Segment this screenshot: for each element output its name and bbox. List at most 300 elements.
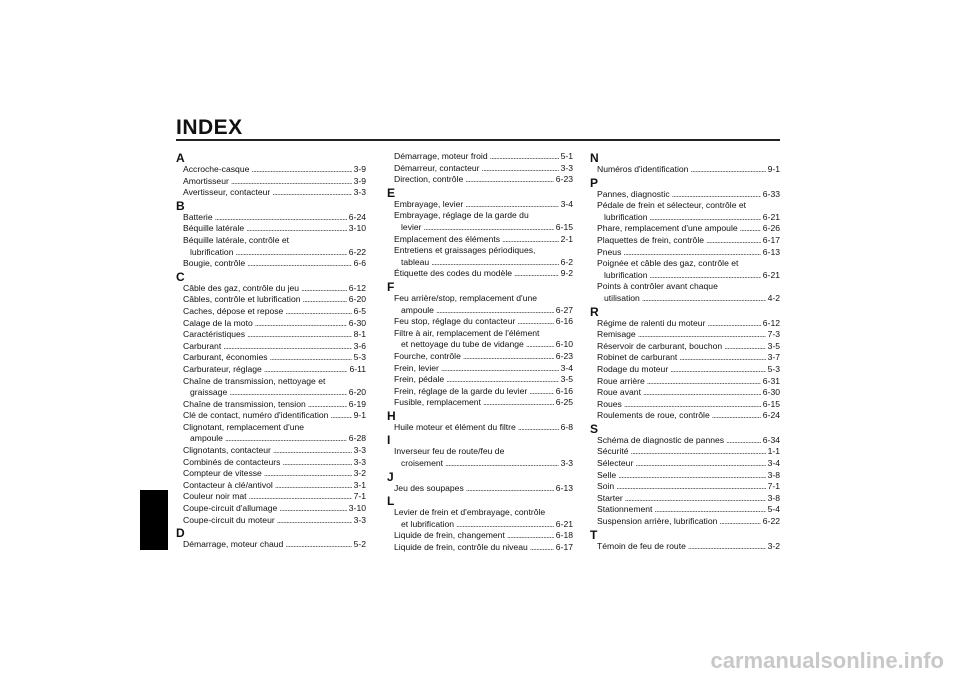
index-letter-heading: T — [590, 527, 598, 542]
leader-dots — [215, 212, 347, 224]
index-entry-page: 6-16 — [555, 385, 573, 396]
index-entry-label: Feu stop, réglage du contacteur — [394, 316, 516, 327]
index-entry-label: Numéros d'identification — [597, 164, 689, 174]
leader-dots — [446, 374, 558, 386]
index-entry-heading: Chaîne de transmission, nettoyage et — [183, 375, 326, 386]
index-entry-page: 3-3 — [353, 456, 366, 467]
index-entry-page: 3-5 — [560, 374, 573, 385]
index-entry — [387, 519, 573, 531]
index-entry — [590, 410, 780, 422]
index-entry-page: 5-2 — [353, 539, 366, 550]
index-entry — [176, 491, 366, 503]
index-entry — [176, 294, 366, 306]
index-entry-label: Roue arrière — [597, 375, 645, 386]
index-entry — [590, 399, 780, 411]
leader-dots — [670, 364, 765, 376]
index-entry — [387, 339, 573, 351]
page-title: INDEX — [176, 116, 243, 139]
index-entry-page: 3-4 — [560, 362, 573, 373]
index-entry — [590, 189, 780, 201]
index-entry-page: 6-10 — [555, 339, 573, 350]
index-entry-label: Frein, réglage de la garde du levier — [394, 385, 528, 396]
index-entry-heading: Béquille latérale, contrôle et — [183, 234, 290, 245]
index-entry-page: 6-8 — [560, 421, 573, 432]
index-entry-heading: Entretiens et graissages périodiques, — [394, 245, 536, 256]
index-entry-label: Démarrage, moteur froid — [394, 151, 488, 161]
index-entry-label: tableau — [401, 256, 430, 267]
index-entry-page: 6-12 — [348, 282, 366, 293]
index-letter-heading: H — [387, 408, 396, 423]
index-entry-label: Caractéristiques — [183, 329, 246, 340]
index-entry-heading: Filtre à air, remplacement de l'élément — [394, 327, 540, 338]
index-letter-heading: S — [590, 421, 599, 436]
index-entry-label: Fourche, contrôle — [394, 350, 461, 361]
leader-dots — [301, 283, 347, 295]
index-entry — [387, 316, 573, 328]
index-entry — [176, 387, 366, 399]
index-entry — [590, 541, 780, 553]
index-entry-label: Huile moteur et élément du filtre — [394, 421, 516, 432]
index-entry — [176, 410, 366, 422]
index-entry-label: Remisage — [597, 329, 636, 340]
index-entry — [590, 364, 780, 376]
index-entry — [590, 235, 780, 247]
index-entry-page: 5-4 — [767, 504, 780, 515]
index-letter-heading: A — [176, 151, 185, 165]
index-entry-label: lubrification — [190, 246, 234, 257]
index-entry — [176, 223, 366, 235]
leader-dots — [285, 539, 351, 551]
index-entry-page: 3-9 — [353, 164, 366, 174]
leader-dots — [624, 399, 761, 411]
index-entry-label: Étiquette des codes du modèle — [394, 268, 513, 279]
index-entry-label: Frein, pédale — [394, 374, 445, 385]
index-entry-label: Fusible, remplacement — [394, 397, 481, 408]
leader-dots — [618, 470, 765, 482]
index-entry — [387, 483, 573, 495]
index-entry-heading: Poignée et câble des gaz, contrôle et — [597, 258, 739, 269]
leader-dots — [264, 468, 352, 480]
leader-dots — [623, 247, 760, 259]
index-entry-page: 7-1 — [353, 491, 366, 502]
leader-dots — [490, 151, 559, 163]
index-letter-heading: E — [387, 185, 396, 200]
leader-dots — [247, 258, 351, 270]
index-entry-page: 6-13 — [555, 482, 573, 493]
leader-dots — [441, 363, 559, 375]
leader-dots — [649, 212, 760, 224]
index-entry-label: Soin — [597, 481, 615, 492]
index-entry-label: Roulements de roue, contrôle — [597, 410, 710, 421]
index-entry — [176, 164, 366, 176]
index-entry-page: 3-3 — [560, 458, 573, 469]
index-entry-label: Câble des gaz, contrôle du jeu — [183, 282, 300, 293]
leader-dots — [530, 542, 554, 554]
index-entry-page: 9-1 — [767, 164, 780, 174]
index-entry — [387, 542, 573, 554]
index-entry-label: Calage de la moto — [183, 317, 253, 328]
index-entry-label: Phare, remplacement d'une ampoule — [597, 223, 738, 234]
index-entry-page: 6-28 — [348, 433, 366, 444]
index-entry-page: 6-19 — [348, 398, 366, 409]
leader-dots — [706, 235, 761, 247]
index-letter-heading: N — [590, 151, 599, 165]
index-entry — [176, 247, 366, 259]
leader-dots — [251, 164, 351, 176]
index-entry-page: 7-1 — [767, 481, 780, 492]
index-entry-label: Accroche-casque — [183, 164, 250, 174]
leader-dots — [272, 187, 351, 199]
index-entry-label: graissage — [190, 387, 228, 398]
index-letter-heading: L — [387, 494, 395, 509]
index-entry-label: Contacteur à clé/antivol — [183, 479, 273, 490]
index-entry-label: Rodage du moteur — [597, 363, 669, 374]
index-entry — [387, 163, 573, 175]
leader-dots — [330, 410, 351, 422]
index-entry-label: Liquide de frein, changement — [394, 530, 505, 541]
index-entry — [590, 458, 780, 470]
index-entry-page: 6-23 — [555, 350, 573, 361]
leader-dots — [279, 503, 346, 515]
index-entry — [387, 386, 573, 398]
index-entry — [176, 187, 366, 199]
leader-dots — [482, 163, 559, 175]
index-entry-label: Emplacement des éléments — [394, 233, 501, 244]
leader-dots — [255, 318, 347, 330]
index-entry-page: 6-21 — [555, 518, 573, 529]
index-entry — [590, 212, 780, 224]
index-entry — [590, 446, 780, 458]
leader-dots — [631, 446, 766, 458]
index-entry-label: Robinet de carburant — [597, 352, 678, 363]
index-entry-label: ampoule — [401, 304, 434, 315]
index-entry-page: 7-3 — [767, 329, 780, 340]
index-entry-page: 3-10 — [348, 223, 366, 234]
index-entry-page: 6-24 — [762, 410, 780, 421]
index-entry-heading: Embrayage, réglage de la garde du — [394, 210, 529, 221]
leader-dots — [223, 341, 351, 353]
index-entry — [176, 176, 366, 188]
index-entry-page: 6-24 — [348, 211, 366, 222]
index-entry — [590, 376, 780, 388]
leader-dots — [424, 222, 554, 234]
index-entry-page: 6-20 — [348, 387, 366, 398]
leader-dots — [529, 386, 554, 398]
index-entry — [176, 539, 366, 551]
leader-dots — [649, 270, 760, 282]
index-entry-page: 3-1 — [353, 479, 366, 490]
index-entry-label: Chaîne de transmission, tension — [183, 398, 306, 409]
index-entry-page: 6-18 — [555, 530, 573, 541]
index-entry — [176, 318, 366, 330]
index-entry — [590, 341, 780, 353]
index-entry-label: Coupe-circuit d'allumage — [183, 503, 278, 514]
index-entry — [590, 352, 780, 364]
index-entry — [387, 305, 573, 317]
index-entry-label: Clé de contact, numéro d'identification — [183, 410, 329, 421]
index-entry-heading: Feu arrière/stop, remplacement d'une — [394, 292, 538, 303]
index-entry-page: 6-23 — [555, 174, 573, 185]
leader-dots — [231, 176, 352, 188]
index-entry-label: Régime de ralenti du moteur — [597, 317, 706, 328]
index-entry-label: Réservoir de carburant, bouchon — [597, 340, 723, 351]
watermark: carmanualsonline.info — [710, 648, 944, 673]
index-entry-page: 6-17 — [555, 542, 573, 553]
index-entry-page: 3-3 — [353, 514, 366, 525]
leader-dots — [707, 318, 760, 330]
index-entry-label: Batterie — [183, 211, 213, 222]
index-entry-label: et lubrification — [401, 518, 455, 529]
index-entry-label: Démarrage, moteur chaud — [183, 539, 284, 550]
index-entry — [387, 397, 573, 409]
leader-dots — [285, 306, 351, 318]
leader-dots — [502, 234, 559, 246]
leader-dots — [277, 515, 352, 527]
index-entry-label: Roue avant — [597, 387, 641, 398]
index-entry-page: 3-3 — [353, 445, 366, 456]
index-entry-page: 3-8 — [767, 469, 780, 480]
index-entry-heading: Levier de frein et d'embrayage, contrôle — [394, 507, 546, 518]
leader-dots — [270, 352, 352, 364]
index-entry — [590, 318, 780, 330]
index-entry-page: 3-3 — [560, 162, 573, 173]
index-entry-page: 3-10 — [348, 503, 366, 514]
index-entry-label: Jeu des soupapes — [394, 482, 464, 493]
index-letter-heading: J — [387, 469, 394, 484]
index-entry-label: Sécurité — [597, 446, 629, 457]
index-entry-label: Selle — [597, 469, 617, 480]
index-entry-page: 3-3 — [353, 187, 366, 198]
section-tab-marker — [140, 490, 168, 550]
index-entry — [176, 329, 366, 341]
index-entry-page: 3-8 — [767, 492, 780, 503]
index-entry-label: Stationnement — [597, 504, 653, 515]
index-column-2 — [387, 151, 573, 554]
index-entry-label: Câbles, contrôle et lubrification — [183, 294, 301, 305]
index-entry-label: Compteur de vitesse — [183, 468, 262, 479]
index-entry-page: 6-15 — [555, 221, 573, 232]
leader-dots — [688, 541, 766, 553]
index-letter-heading: D — [176, 526, 185, 541]
leader-dots — [264, 364, 348, 376]
index-column-1 — [176, 151, 366, 551]
index-entry-page: 3-4 — [767, 458, 780, 469]
index-entry-page: 6-15 — [762, 398, 780, 409]
index-entry-page: 6-26 — [762, 223, 780, 234]
leader-dots — [647, 376, 761, 388]
index-entry-page: 6-17 — [762, 234, 780, 245]
index-entry-page: 6-16 — [555, 316, 573, 327]
index-entry-label: Carburant — [183, 340, 222, 351]
index-entry-page: 3-6 — [353, 340, 366, 351]
leader-dots — [463, 351, 554, 363]
index-entry-label: Carburant, économies — [183, 352, 268, 363]
index-entry — [176, 364, 366, 376]
index-entry — [176, 445, 366, 457]
index-entry-label: Couleur noir mat — [183, 491, 247, 502]
index-entry-page: 3-4 — [560, 198, 573, 209]
index-entry — [387, 222, 573, 234]
leader-dots — [465, 199, 558, 211]
index-entry-label: levier — [401, 221, 422, 232]
index-entry-page: 6-27 — [555, 304, 573, 315]
index-entry-label: Combinés de contacteurs — [183, 456, 281, 467]
leader-dots — [273, 445, 352, 457]
index-entry-label: Frein, levier — [394, 362, 439, 373]
index-entry-label: Béquille latérale — [183, 223, 245, 234]
index-entry-label: croisement — [401, 458, 444, 469]
leader-dots — [483, 397, 554, 409]
index-entry-label: Témoin de feu de route — [597, 540, 686, 551]
index-entry — [387, 458, 573, 470]
index-entry-page: 6-22 — [348, 246, 366, 257]
leader-dots — [654, 504, 765, 516]
index-entry-label: utilisation — [604, 292, 640, 303]
index-entry — [176, 306, 366, 318]
index-entry-label: Plaquettes de frein, contrôle — [597, 234, 705, 245]
index-entry-label: lubrification — [604, 211, 648, 222]
index-entry — [387, 422, 573, 434]
index-entry-label: Suspension arrière, lubrification — [597, 516, 718, 527]
index-entry-label: Bougie, contrôle — [183, 258, 246, 269]
index-entry — [176, 457, 366, 469]
index-entry-label: Coupe-circuit du moteur — [183, 514, 275, 525]
leader-dots — [672, 189, 761, 201]
index-entry — [176, 341, 366, 353]
index-entry-page: 6-13 — [762, 246, 780, 257]
leader-dots — [507, 530, 554, 542]
index-entry — [590, 470, 780, 482]
index-entry — [590, 435, 780, 447]
index-entry-page: 4-2 — [767, 292, 780, 303]
index-entry — [387, 234, 573, 246]
index-entry-page: 5-3 — [767, 363, 780, 374]
leader-dots — [616, 481, 765, 493]
leader-dots — [431, 257, 558, 269]
index-entry — [387, 268, 573, 280]
index-entry-page: 2-1 — [560, 233, 573, 244]
index-letter-heading: B — [176, 198, 185, 213]
index-entry — [176, 515, 366, 527]
index-entry-page: 3-2 — [353, 468, 366, 479]
index-entry — [590, 481, 780, 493]
leader-dots — [719, 516, 760, 528]
index-entry — [387, 374, 573, 386]
index-entry-page: 6-33 — [762, 188, 780, 199]
index-entry — [176, 433, 366, 445]
index-entry-page: 3-7 — [767, 352, 780, 363]
leader-dots — [456, 519, 554, 531]
index-entry-page: 8-1 — [353, 329, 366, 340]
leader-dots — [466, 483, 554, 495]
leader-dots — [249, 491, 352, 503]
leader-dots — [642, 293, 766, 305]
leader-dots — [740, 223, 761, 235]
index-entry-page: 5-1 — [560, 151, 573, 161]
leader-dots — [625, 493, 766, 505]
leader-dots — [247, 329, 351, 341]
index-entry — [387, 530, 573, 542]
index-entry-label: et nettoyage du tube de vidange — [401, 339, 524, 350]
index-entry — [590, 504, 780, 516]
index-entry-page: 3-9 — [353, 175, 366, 186]
index-entry-page: 5-3 — [353, 352, 366, 363]
index-entry — [590, 516, 780, 528]
index-entry-label: Carburateur, réglage — [183, 363, 262, 374]
leader-dots — [643, 387, 761, 399]
index-entry-label: Pannes, diagnostic — [597, 188, 670, 199]
index-letter-heading: F — [387, 279, 395, 294]
index-entry-page: 6-12 — [762, 317, 780, 328]
index-entry-page: 6-31 — [762, 375, 780, 386]
leader-dots — [303, 294, 347, 306]
index-entry-page: 9-2 — [560, 268, 573, 279]
index-entry-label: lubrification — [604, 269, 648, 280]
index-entry-page: 6-6 — [353, 258, 366, 269]
leader-dots — [282, 457, 351, 469]
index-letter-heading: P — [590, 175, 599, 190]
leader-dots — [225, 433, 347, 445]
index-entry — [176, 258, 366, 270]
index-entry-label: Embrayage, levier — [394, 198, 464, 209]
leader-dots — [726, 435, 761, 447]
index-entry — [590, 329, 780, 341]
leader-dots — [235, 247, 346, 259]
index-entry — [387, 199, 573, 211]
index-letter-heading: C — [176, 269, 185, 284]
index-entry-heading: Pédale de frein et sélecteur, contrôle et — [597, 200, 747, 211]
leader-dots — [246, 223, 347, 235]
leader-dots — [229, 387, 347, 399]
index-entry — [387, 151, 573, 163]
index-entry — [590, 293, 780, 305]
index-entry — [387, 351, 573, 363]
index-entry-label: Schéma de diagnostic de pannes — [597, 434, 725, 445]
index-entry-page: 3-5 — [767, 340, 780, 351]
leader-dots — [465, 174, 554, 186]
index-entry — [590, 164, 780, 176]
index-entry-page: 6-22 — [762, 516, 780, 527]
title-rule — [176, 139, 780, 141]
index-entry-label: Clignotants, contacteur — [183, 445, 271, 456]
index-entry-page: 6-30 — [348, 317, 366, 328]
index-entry-page: 6-34 — [762, 434, 780, 445]
index-entry-label: ampoule — [190, 433, 223, 444]
index-entry-heading: Points à contrôler avant chaque — [597, 281, 718, 292]
index-column-3 — [590, 151, 780, 552]
index-entry-page: 6-11 — [349, 363, 366, 374]
leader-dots — [518, 422, 559, 434]
leader-dots — [436, 305, 554, 317]
index-entry — [590, 223, 780, 235]
index-entry — [176, 480, 366, 492]
index-entry-page: 6-20 — [348, 294, 366, 305]
index-entry — [387, 363, 573, 375]
leader-dots — [275, 480, 352, 492]
leader-dots — [526, 339, 554, 351]
index-entry — [590, 493, 780, 505]
index-entry-page: 6-2 — [560, 256, 573, 267]
index-entry-heading: Inverseur feu de route/feu de — [394, 446, 505, 457]
leader-dots — [445, 458, 559, 470]
index-entry-page: 6-5 — [353, 305, 366, 316]
leader-dots — [712, 410, 761, 422]
index-entry — [176, 283, 366, 295]
index-entry-page: 9-1 — [353, 410, 366, 421]
leader-dots — [517, 316, 553, 328]
index-entry — [176, 352, 366, 364]
leader-dots — [514, 268, 559, 280]
